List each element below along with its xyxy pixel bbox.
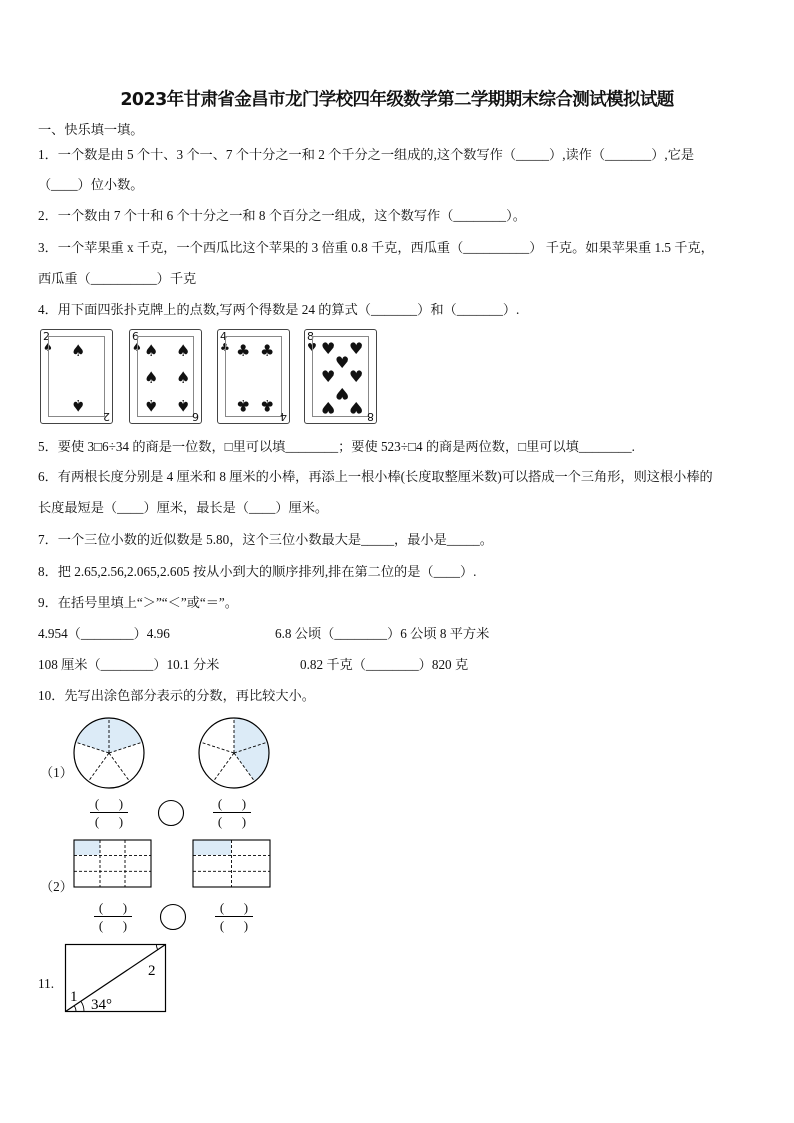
card-rank: 6 (192, 410, 199, 423)
fraction-blank[interactable] (207, 796, 257, 829)
heart-icon: ♥ (349, 339, 364, 358)
comparison-circle-2[interactable] (159, 903, 187, 931)
spade-icon: ♠ (176, 368, 191, 387)
club-icon: ♣ (260, 396, 275, 415)
club-icon: ♣ (260, 341, 275, 360)
card-rank: 8 (307, 330, 314, 343)
paren: ( (94, 814, 100, 829)
rectangle-fraction-figure-2 (192, 839, 272, 889)
heart-icon: ♥ (335, 384, 350, 403)
card-face (137, 336, 194, 417)
paren: ( (217, 796, 223, 811)
question-3-line-2: 西瓜重（__________）千克 (38, 271, 197, 286)
fraction-blank[interactable] (209, 900, 259, 933)
playing-card-2-spades (40, 329, 113, 424)
card-rank: 6 (132, 330, 139, 343)
card-face (225, 336, 282, 417)
question-8: 8．把 2.65,2.56,2.065,2.605 按从小到大的顺序排列,排在第二位的是（____）. (38, 564, 477, 579)
heart-icon: ♥ (321, 339, 336, 358)
heart-icon: ♥ (349, 367, 364, 386)
paren: ( (219, 900, 225, 915)
circle-fraction-figure-2 (198, 717, 270, 789)
paren: ) (243, 918, 249, 933)
question-6-line-2: 长度最短是（____）厘米，最长是（____）厘米。 (38, 500, 329, 515)
card-rank: 8 (367, 410, 374, 423)
paren: ( (98, 918, 104, 933)
fraction-blank[interactable] (88, 900, 138, 933)
club-icon: ♣ (236, 396, 251, 415)
paren: ) (243, 900, 249, 915)
angle-measure-label: 34° (91, 997, 112, 1013)
angle-1-label: 1 (70, 989, 78, 1005)
spade-icon: ♠ (144, 396, 159, 415)
part-2-label: （2） (40, 879, 73, 894)
spade-icon: ♠ (132, 341, 142, 354)
card-face (312, 336, 369, 417)
playing-card-4-clubs (217, 329, 290, 424)
section-heading: 一、快乐填一填。 (38, 122, 144, 137)
heart-icon: ♥ (321, 367, 336, 386)
angle-arc (81, 1001, 84, 1011)
card-rank: 2 (103, 410, 110, 423)
playing-card-6-spades (129, 329, 202, 424)
rectangle-diagonal-figure (64, 943, 170, 1015)
question-4: 4．用下面四张扑克牌上的点数,写两个得数是 24 的算式（_______）和（_______）. (38, 302, 520, 317)
club-icon: ♣ (220, 341, 230, 354)
spade-icon: ♠ (71, 341, 86, 360)
rectangle-fraction-figure-1 (73, 839, 153, 889)
fraction-blank[interactable] (84, 796, 134, 829)
paren: ) (122, 918, 128, 933)
comparison-circle-1[interactable] (157, 799, 185, 827)
club-icon: ♣ (236, 341, 251, 360)
spade-icon: ♠ (144, 368, 159, 387)
circle-fraction-figure-1 (73, 717, 145, 789)
paren: ) (241, 814, 247, 829)
heart-icon: ♥ (321, 398, 336, 417)
heart-icon: ♥ (307, 341, 317, 354)
paren: ) (241, 796, 247, 811)
question-10-stem: 10．先写出涂色部分表示的分数，再比较大小。 (38, 688, 315, 703)
card-face (48, 336, 105, 417)
question-2: 2．一个数由 7 个十和 6 个十分之一和 8 个百分之一组成，这个数写作（________）。 (38, 208, 526, 223)
angle-arc (156, 945, 158, 951)
question-5: 5．要使 3□6÷34 的商是一位数，□里可以填________；要使 523÷□4 的商是两位数，□里可以填________. (38, 439, 635, 454)
card-rank: 4 (280, 410, 287, 423)
spade-icon: ♠ (43, 341, 53, 354)
question-9-d: 0.82 千克（________）820 克 (300, 657, 469, 672)
question-9-c: 108 厘米（________）10.1 分米 (38, 657, 220, 672)
paren: ) (122, 900, 128, 915)
paren: ) (118, 814, 124, 829)
question-9-stem: 9．在括号里填上“＞”“＜”或“＝”。 (38, 595, 238, 610)
paren: ) (118, 796, 124, 811)
question-9-b: 6.8 公顷（________）6 公顷 8 平方米 (275, 626, 490, 641)
paren: ( (94, 796, 100, 811)
angle-arc (74, 1006, 76, 1012)
shaded-cell (74, 840, 100, 855)
card-rank: 4 (220, 330, 227, 343)
part-1-label: （1） (40, 765, 73, 780)
paren: ( (219, 918, 225, 933)
question-3-line-1: 3．一个苹果重 x 千克，一个西瓜比这个苹果的 3 倍重 0.8 千克，西瓜重（__________） 千克。如果苹果重 1.5 千克， (38, 240, 714, 255)
page-title: 2023年甘肃省金昌市龙门学校四年级数学第二学期期末综合测试模拟试题 (120, 90, 674, 110)
question-1-line-2: （____）位小数。 (38, 177, 144, 192)
spade-icon: ♠ (176, 341, 191, 360)
shaded-cell (193, 840, 231, 855)
playing-card-8-hearts (304, 329, 377, 424)
paren: ( (98, 900, 104, 915)
question-9-a: 4.954（________）4.96 (38, 626, 170, 641)
card-rank: 2 (43, 330, 50, 343)
heart-icon: ♥ (335, 353, 350, 372)
spade-icon: ♠ (176, 396, 191, 415)
question-6-line-1: 6．有两根长度分别是 4 厘米和 8 厘米的小棒，再添上一根小棒(长度取整厘米数)可以搭成一个三角形，则这根小棒的 (38, 469, 713, 484)
spade-icon: ♠ (144, 341, 159, 360)
angle-2-label: 2 (148, 963, 156, 979)
heart-icon: ♥ (349, 398, 364, 417)
question-1-line-1: 1．一个数是由 5 个十、3 个一、7 个十分之一和 2 个千分之一组成的,这个数写作（_____）,读作（_______）,它是 (38, 147, 695, 162)
question-7: 7．一个三位小数的近似数是 5.80，这个三位小数最大是_____，最小是_____。 (38, 532, 493, 547)
question-11-number: 11. (38, 976, 54, 991)
spade-icon: ♠ (71, 396, 86, 415)
paren: ( (217, 814, 223, 829)
